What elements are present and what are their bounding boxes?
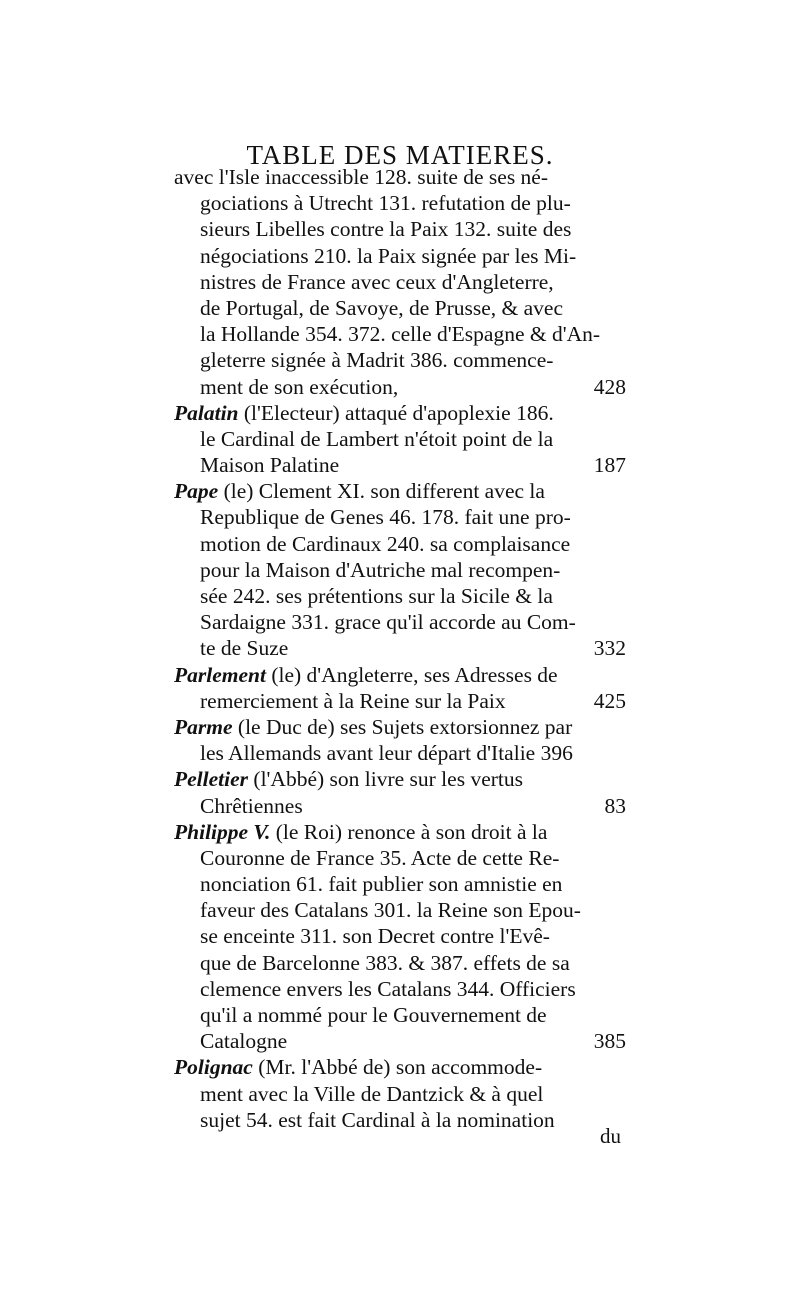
index-line — [174, 374, 626, 400]
entry-text: Republique de Genes 46. 178. fait une pro- — [200, 505, 571, 530]
entry-text: sujet 54. est fait Cardinal à la nomination — [200, 1107, 555, 1132]
index-line — [174, 1028, 626, 1054]
index-line — [174, 243, 626, 269]
index-entry-head-line — [174, 714, 626, 740]
entry-text: (l'Abbé) son livre sur les vertus — [248, 767, 523, 792]
entry-text: faveur des Catalans 301. la Reine son Epou- — [200, 898, 581, 923]
entry-text: Catalogne — [200, 1029, 288, 1054]
page-title: TABLE DES MATIERES. — [246, 140, 554, 170]
entry-text: les Allemands avant leur départ d'Italie 396 — [200, 741, 573, 766]
index-line — [174, 740, 626, 766]
index-line — [174, 452, 626, 478]
entry-text: de Portugal, de Savoye, de Prusse, & avec — [200, 295, 564, 320]
page-reference: 428 — [593, 374, 626, 399]
index-line — [174, 190, 626, 216]
entry-heading: Polignac — [174, 1055, 253, 1080]
entry-text: motion de Cardinaux 240. sa complaisance — [200, 531, 571, 556]
page-reference: 425 — [593, 688, 626, 713]
entry-text: nistres de France avec ceux d'Angleterre, — [200, 269, 554, 294]
index-line — [174, 216, 626, 242]
page-reference: 83 — [604, 793, 626, 818]
entry-text: sée 242. ses prétentions sur la Sicile & la — [200, 584, 553, 608]
index-line — [174, 1002, 626, 1028]
index-entry-head-line — [174, 662, 626, 688]
index-line — [174, 976, 626, 1002]
entry-text: Sardaigne 331. grace qu'il accorde au Com- — [200, 610, 576, 635]
index-entry-head-line — [174, 1054, 626, 1080]
index-line — [174, 295, 626, 321]
entry-text: gociations à Utrecht 131. refutation de plu- — [200, 191, 571, 216]
index-entry-head-line — [174, 400, 626, 426]
entry-heading: Philippe V. — [174, 819, 271, 844]
entry-text: (le) Clement XI. son different avec la — [218, 479, 545, 504]
entry-text: ment de son exécution, — [200, 374, 399, 399]
entry-text: négociations 210. la Paix signée par les Mi- — [200, 243, 577, 268]
entry-text: avec l'Isle inaccessible 128. suite de ses né- — [174, 165, 549, 189]
index-line — [174, 557, 626, 583]
index-entry-head-line — [174, 478, 626, 504]
entry-text: Couronne de France 35. Acte de cette Re- — [200, 845, 560, 870]
entry-heading: Parme — [174, 714, 233, 739]
entry-text: que de Barcelonne 383. & 387. effets de sa — [200, 950, 570, 975]
entry-text: la Hollande 354. 372. celle d'Espagne & d'An- — [200, 322, 601, 347]
catchword: du — [600, 1124, 621, 1148]
index-line — [174, 347, 626, 373]
entry-text: (l'Electeur) attaqué d'apoplexie 186. — [238, 400, 554, 425]
entry-heading: Pape — [174, 479, 219, 504]
entry-text: nonciation 61. fait publier son amnistie en — [200, 872, 563, 897]
page-reference: 332 — [593, 636, 626, 661]
index-line — [174, 871, 626, 897]
entry-text: pour la Maison d'Autriche mal recompen- — [200, 557, 561, 582]
index-line — [174, 504, 626, 530]
index-line — [174, 164, 626, 190]
index-line — [174, 688, 626, 714]
index-line — [174, 269, 626, 295]
entry-text: Chrêtiennes — [200, 793, 303, 818]
entry-heading: Pelletier — [174, 767, 249, 792]
index-line — [174, 583, 626, 609]
index-entry-head-line — [174, 819, 626, 845]
entry-text: (Mr. l'Abbé de) son accommode- — [252, 1055, 543, 1080]
entry-text: ment avec la Ville de Dantzick & à quel — [200, 1081, 544, 1106]
index-line — [174, 923, 626, 949]
entry-text: (le Roi) renonce à son droit à la — [270, 819, 548, 844]
index-line — [174, 1081, 626, 1107]
entry-heading: Palatin — [174, 400, 239, 425]
entry-text: le Cardinal de Lambert n'étoit point de la — [200, 426, 554, 451]
index-line — [174, 635, 626, 661]
index-line — [174, 950, 626, 976]
index-line — [174, 897, 626, 923]
index-line — [174, 426, 626, 452]
index-line — [174, 845, 626, 871]
entry-text: gleterre signée à Madrit 386. commence- — [200, 348, 554, 373]
entry-text: (le Duc de) ses Sujets extorsionnez par — [232, 714, 573, 739]
entry-text: sieurs Libelles contre la Paix 132. suite des — [200, 217, 572, 242]
page-reference: 187 — [593, 453, 626, 478]
entry-text: clemence envers les Catalans 344. Officiers — [200, 976, 576, 1001]
index-line — [174, 531, 626, 557]
page-reference: 385 — [593, 1029, 626, 1054]
index-entries — [174, 164, 626, 1133]
entry-text: Maison Palatine — [200, 453, 340, 478]
entry-text: se enceinte 311. son Decret contre l'Evê- — [200, 924, 550, 949]
entry-text: remerciement à la Reine sur la Paix — [200, 688, 506, 713]
entry-text: te de Suze — [200, 636, 289, 661]
entry-text: (le) d'Angleterre, ses Adresses de — [265, 662, 558, 687]
entry-heading: Parlement — [174, 662, 266, 687]
index-entry-head-line — [174, 766, 626, 792]
entry-text: qu'il a nommé pour le Gouvernement de — [200, 1003, 547, 1027]
index-line — [174, 1107, 626, 1133]
index-line — [174, 793, 626, 819]
index-line — [174, 321, 626, 347]
index-line — [174, 609, 626, 635]
